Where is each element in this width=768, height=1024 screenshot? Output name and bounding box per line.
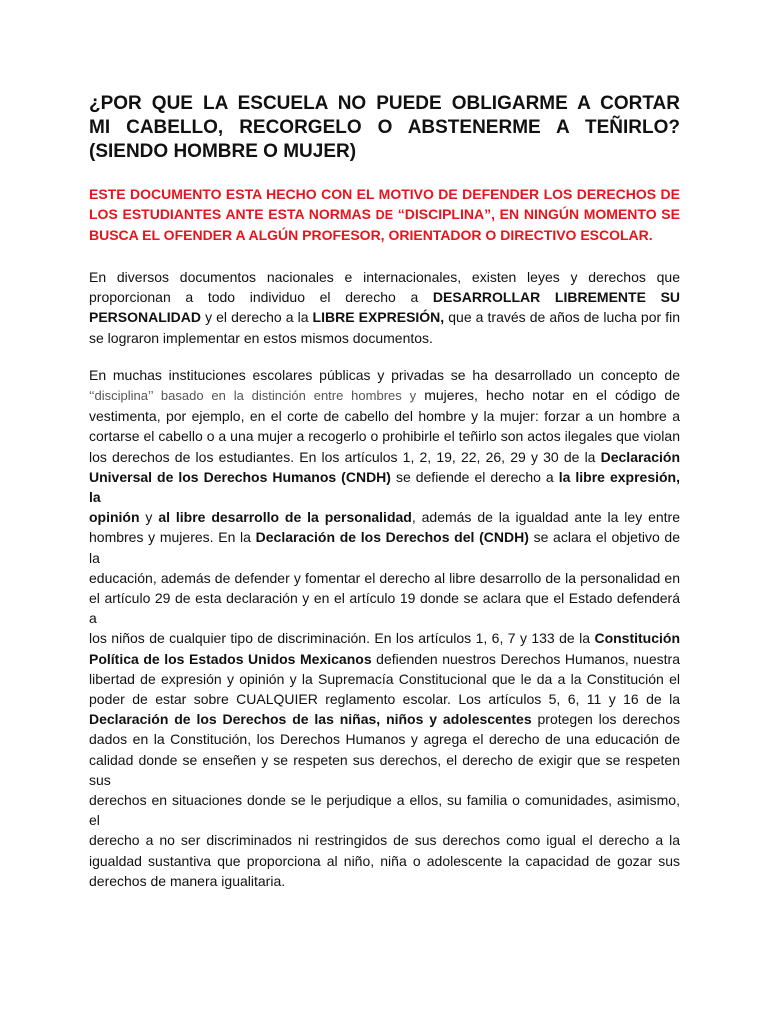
text-run: y (139, 509, 159, 526)
text-line: cortarse el cabello o a una mujer a recogerlo o prohibirle el teñirlo son actos ilegales que violan (89, 428, 680, 445)
text-line (89, 649, 680, 669)
text-line (89, 307, 680, 327)
text-line: educación, además de defender y fomentar el derecho al libre desarrollo de la personalidad en (89, 569, 680, 586)
text-run: mujeres, hecho notar en el código de (416, 387, 680, 404)
text-line (89, 709, 680, 729)
bold-term: LIBRE EXPRESIÓN, (312, 309, 445, 326)
bold-term: Declaración (600, 448, 680, 465)
bold-term: la libre expresión, la (89, 468, 680, 506)
text-line: poder de estar sobre CUALQUIER reglamento escolar. Los artículos 5, 6, 11 y 16 de la (89, 691, 680, 708)
text-line: dados en la Constitución, los Derechos Humanos y agrega el derecho de una educación de (89, 731, 680, 748)
disclaimer-line-1: ESTE DOCUMENTO ESTA HECHO CON EL MOTIVO DE DEFENDER LOS DERECHOS DE (89, 186, 680, 202)
bold-term: PERSONALIDAD (89, 309, 202, 326)
disclaimer-quote: “DISCIPLINA” (397, 206, 492, 222)
text-run: los derechos de los estudiantes. En los artículos 1, 2, 19, 22, 26, 29 y 30 de la (89, 448, 601, 465)
text-line: el artículo 29 de esta declaración y en el artículo 19 donde se aclara que el Estado defenderá a (89, 590, 680, 627)
text-run: y el derecho a la (201, 309, 313, 326)
bold-term: Declaración de los Derechos de las niñas, niños y adolescentes (89, 711, 532, 728)
bold-term: Constitución (594, 630, 680, 647)
text-line: vestimenta, por ejemplo, en el corte de cabello del hombre y la mujer: forzar a un hombre a (89, 408, 680, 425)
bold-term: DESARROLLAR LIBREMENTE SU (432, 289, 681, 306)
text-run: que a través de años de lucha por fin (444, 309, 680, 326)
disclaimer-notice (89, 184, 680, 245)
text-line (89, 527, 680, 567)
text-line: derecho a no ser discriminados ni restringidos de sus derechos como igual el derecho a la (89, 832, 680, 849)
text-line: derechos en situaciones donde se le perjudique a ellos, su familia o comunidades, asimismo, el (89, 792, 680, 829)
bold-term: Política de los Estados Unidos Mexicanos (89, 650, 372, 667)
bold-term: Declaración de los Derechos del (CNDH) (255, 529, 529, 546)
text-line: derechos de manera igualitaria. (89, 872, 286, 889)
text-run: ‘‘disciplina’’ basado en la distinción entre hombres y (89, 388, 417, 404)
text-line: En muchas instituciones escolares públicas y privadas se ha desarrollado un concepto de (89, 366, 680, 383)
text-line (89, 467, 680, 507)
text-line: se lograron implementar en estos mismos documentos. (89, 329, 433, 346)
paragraph-body (89, 365, 680, 891)
text-line (89, 628, 680, 648)
document-title (89, 92, 680, 164)
text-line (89, 447, 680, 467)
text-run: defienden nuestros Derechos Humanos, nuestra (371, 650, 680, 667)
disclaimer-text: LOS ESTUDIANTES ANTE ESTA NORMAS (89, 206, 371, 222)
bold-term: Universal de los Derechos Humanos (CNDH) (89, 468, 391, 485)
paragraph-intro (89, 267, 680, 348)
text-run: los niños de cualquier tipo de discriminación. En los artículos 1, 6, 7 y 133 de la (89, 630, 595, 647)
text-run: protegen los derechos (531, 711, 680, 728)
text-line: libertad de expresión y opinión y la Supremacía Constitucional que le da a la Constitución el (89, 670, 680, 687)
text-run: se defiende el derecho a (390, 468, 559, 485)
bold-term: opinión (89, 509, 140, 526)
text-run: proporcionan a todo individuo el derecho a (89, 289, 419, 306)
text-run: se aclara el objetivo de la (89, 529, 680, 566)
text-line (89, 385, 680, 406)
disclaimer-line-2 (89, 204, 680, 225)
disclaimer-line-3: BUSCA EL OFENDER A ALGÚN PROFESOR, ORIENTADOR O DIRECTIVO ESCOLAR. (89, 227, 653, 243)
text-run: , además de la igualdad ante la ley entre (411, 509, 680, 526)
title-line-3: (SIENDO HOMBRE O MUJER) (89, 141, 357, 162)
text-line (89, 507, 680, 527)
text-line: calidad donde se enseñen y se respeten sus derechos, el derecho de exigir que se respeten sus (89, 751, 680, 788)
disclaimer-text: DE (375, 208, 394, 222)
title-line-1: ¿POR QUE LA ESCUELA NO PUEDE OBLIGARME A CORTAR (89, 93, 680, 114)
text-line: En diversos documentos nacionales e internacionales, existen leyes y derechos que (89, 269, 680, 285)
text-line (89, 287, 680, 307)
disclaimer-text: , EN NINGÚN MOMENTO SE (491, 206, 680, 222)
title-line-2: MI CABELLO, RECORGELO O ABSTENERME A TEÑIRLO? (89, 117, 680, 138)
text-run: hombres y mujeres. En la (89, 529, 256, 546)
bold-term: al libre desarrollo de la personalidad (158, 509, 412, 526)
text-line: igualdad sustantiva que proporciona al niño, niña o adolescente la capacidad de gozar sus (89, 852, 680, 869)
